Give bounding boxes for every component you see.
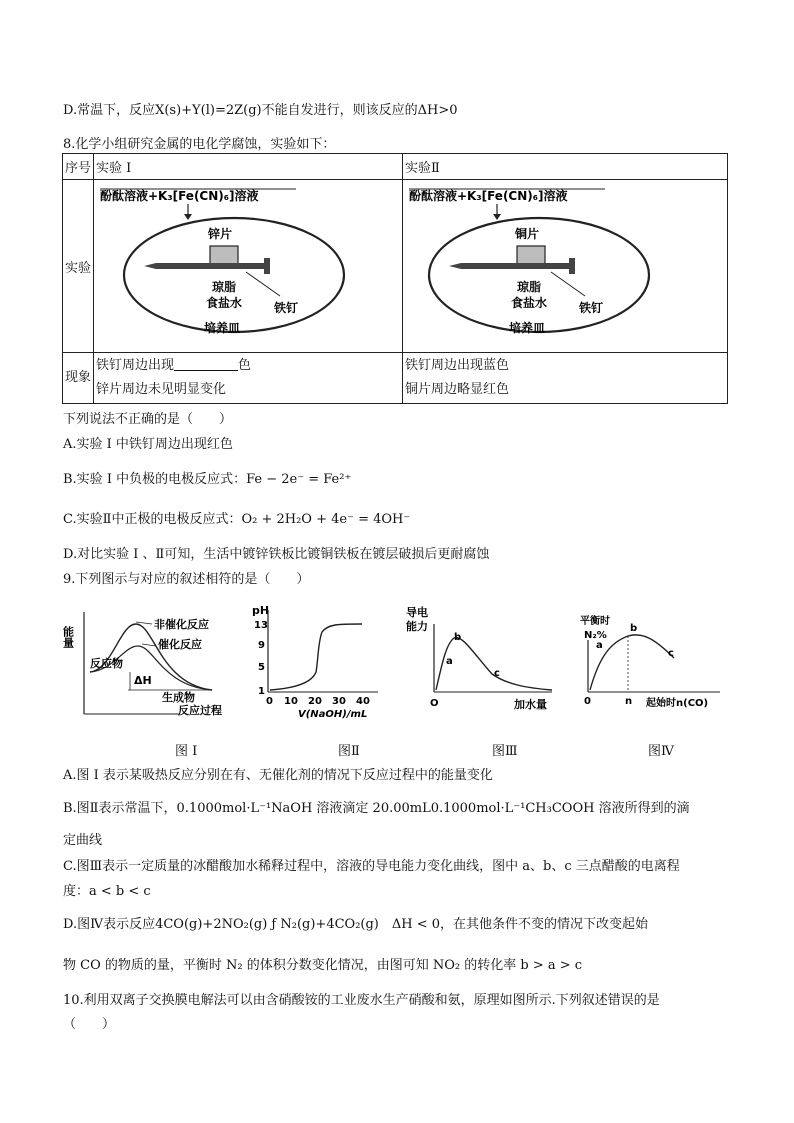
- q9-option-d-line2: 物 CO 的物质的量，平衡时 N₂ 的体积分数变化情况，由图可知 NO₂ 的转化率 b > a > c: [63, 958, 583, 973]
- exp1-diagram: [96, 180, 400, 348]
- q9-stem: 9.下列图示与对应的叙述相符的是（ ）: [63, 572, 310, 587]
- fig2-caption: 图Ⅱ: [338, 744, 360, 759]
- q8-ask: 下列说法不正确的是（ ）: [63, 412, 233, 427]
- fig3-caption: 图Ⅲ: [492, 744, 518, 759]
- exp1-observation: [94, 353, 403, 404]
- fig1-product-label: 生成物: [162, 691, 195, 704]
- fig1-ylabel: 能量: [62, 626, 75, 648]
- exp2-diagram: [405, 180, 725, 348]
- q9-option-a: A.图 I 表示某吸热反应分别在有、无催化剂的情况下反应过程中的能量变化: [63, 768, 493, 783]
- exp1-dish-label: 培养皿: [204, 321, 241, 335]
- conductivity-curve: [436, 637, 552, 690]
- exp1-obs2: 锌片周边未见明显变化: [96, 382, 227, 397]
- exp1-petri-dish: [124, 218, 344, 332]
- exp1-reagent-label: 酚酞溶液+K₃[Fe(CN)₆]溶液: [100, 189, 259, 203]
- fig4-origin: 0: [584, 696, 591, 707]
- fig3-point-c: c: [494, 668, 500, 679]
- exp2-diagram-cell: [403, 180, 728, 353]
- exp1-obs1-suffix: 色: [238, 358, 252, 373]
- fig4-xlabel: 起始时n(CO): [646, 698, 709, 709]
- fig4-n-label: n: [625, 696, 633, 707]
- fig1-curve1-label: 非催化反应: [154, 618, 209, 631]
- exp2-agar-label: 琼脂: [517, 280, 542, 294]
- fig3-ylabel: 导电: [406, 606, 428, 619]
- exp2-dish-label: 培养皿: [509, 321, 546, 335]
- fig2-ytick: 13: [254, 620, 268, 631]
- exp2-plate-label: 铜片: [515, 227, 540, 241]
- q8-option-d: D.对比实验 I 、Ⅱ可知，生活中镀锌铁板比镀铜铁板在镀层破损后更耐腐蚀: [63, 547, 490, 562]
- table-header-exp1: 实验 I: [94, 154, 403, 180]
- fig1-dh-label: ΔH: [134, 674, 152, 687]
- q8-option-a: A.实验 I 中铁钉周边出现红色: [63, 437, 233, 452]
- fig4-point-a: a: [596, 640, 603, 651]
- fig2-xlabel: V(NaOH)/mL: [298, 709, 368, 720]
- fig1-reactant-label: 反应物: [90, 657, 123, 670]
- fig3-point-a: a: [446, 656, 453, 667]
- fig2-xtick: 0: [266, 696, 273, 707]
- fig3-xlabel: 加水量: [514, 698, 547, 711]
- fig2-xtick: 30: [332, 696, 346, 707]
- q10-stem-line1: 10.利用双离子交换膜电解法可以由含硝酸铵的工业废水生产硝酸和氨，原理如图所示.下列叙述错误的是: [63, 993, 660, 1008]
- exp2-reagent-label: 酚酞溶液+K₃[Fe(CN)₆]溶液: [409, 189, 568, 203]
- exp1-saltwater-label: 食盐水: [206, 296, 243, 310]
- exp1-nail-label: 铁钉: [274, 301, 299, 315]
- fig3-origin: O: [430, 698, 439, 709]
- fig4-ylabel: 平衡时: [580, 616, 610, 627]
- fill-in-blank[interactable]: [174, 358, 238, 371]
- fig4-caption: 图Ⅳ: [648, 744, 674, 759]
- experiment-table: [62, 153, 728, 404]
- q9-option-b-line2: 定曲线: [63, 833, 103, 848]
- table-header-seq: 序号: [63, 154, 94, 180]
- q8-option-c: C.实验Ⅱ中正极的电极反应式：O₂ + 2H₂O + 4e⁻ = 4OH⁻: [63, 512, 411, 527]
- figure-3-conductivity-curve: [402, 604, 562, 720]
- fig2-xtick: 10: [284, 696, 298, 707]
- fig2-ytick: 9: [258, 640, 265, 651]
- fig2-ylabel: pH: [252, 604, 270, 617]
- table-row-label-obs: 现象: [63, 353, 94, 404]
- fig4-point-b: b: [630, 623, 638, 634]
- q9-option-b-line1: B.图Ⅱ表示常温下，0.1000mol·L⁻¹NaOH 溶液滴定 20.00mL0.1000mol·L⁻¹CH₃COOH 溶液所得到的滴: [63, 801, 690, 816]
- fig2-ytick: 5: [258, 662, 265, 673]
- exp2-iron-nail: [461, 263, 569, 269]
- fig1-xlabel: 反应过程: [178, 704, 222, 717]
- q9-option-d-line1: D.图Ⅳ表示反应4CO(g)+2NO₂(g) ƒ N₂(g)+4CO₂(g) ΔH < 0，在其他条件不变的情况下改变起始: [63, 917, 649, 932]
- exp2-obs1: 铁钉周边出现蓝色: [405, 358, 510, 373]
- q9-option-c-line1: C.图Ⅲ表示一定质量的冰醋酸加水稀释过程中，溶液的导电能力变化曲线，图中 a、b、c 三点醋酸的电离程: [63, 859, 680, 874]
- fig2-ytick: 1: [258, 686, 265, 697]
- titration-curve: [270, 624, 362, 690]
- table-row-label-exp: 实验: [63, 180, 94, 353]
- fig2-xtick: 20: [308, 696, 322, 707]
- exp2-obs2: 铜片周边略显红色: [405, 382, 510, 397]
- table-header-exp2: 实验Ⅱ: [403, 154, 728, 180]
- fig1-curve2-label: 催化反应: [158, 638, 202, 651]
- exp1-obs1-prefix: 铁钉周边出现: [96, 358, 175, 373]
- q9-option-c-line2: 度：a < b < c: [63, 884, 151, 899]
- exp1-iron-nail: [156, 263, 264, 269]
- fig2-xtick: 40: [356, 696, 370, 707]
- exp1-diagram-cell: [94, 180, 403, 353]
- q10-stem-line2: （ ）: [63, 1017, 116, 1032]
- exp2-saltwater-label: 食盐水: [511, 296, 548, 310]
- exp2-observation: [403, 353, 728, 404]
- q7-option-d: D.常温下，反应X(s)+Y(l)=2Z(g)不能自发进行，则该反应的ΔH>0: [63, 103, 458, 118]
- fig4-point-c: c: [668, 648, 674, 659]
- figure-4-equilibrium-curve: [580, 614, 730, 720]
- figure-1-energy-diagram: [62, 604, 240, 720]
- fig4-ylabel: N₂%: [584, 630, 607, 641]
- exp1-agar-label: 琼脂: [212, 280, 237, 294]
- fig3-point-b: b: [454, 632, 462, 643]
- exp1-plate-label: 锌片: [208, 227, 233, 241]
- figure-2-titration-curve: [250, 602, 390, 720]
- fig3-ylabel: 能力: [406, 620, 428, 633]
- q8-option-b: B.实验 I 中负极的电极反应式：Fe − 2e⁻ = Fe²⁺: [63, 472, 352, 487]
- q8-stem: 8.化学小组研究金属的电化学腐蚀，实验如下：: [63, 137, 336, 152]
- exp2-nail-label: 铁钉: [579, 301, 604, 315]
- fig1-caption: 图 I: [175, 744, 198, 759]
